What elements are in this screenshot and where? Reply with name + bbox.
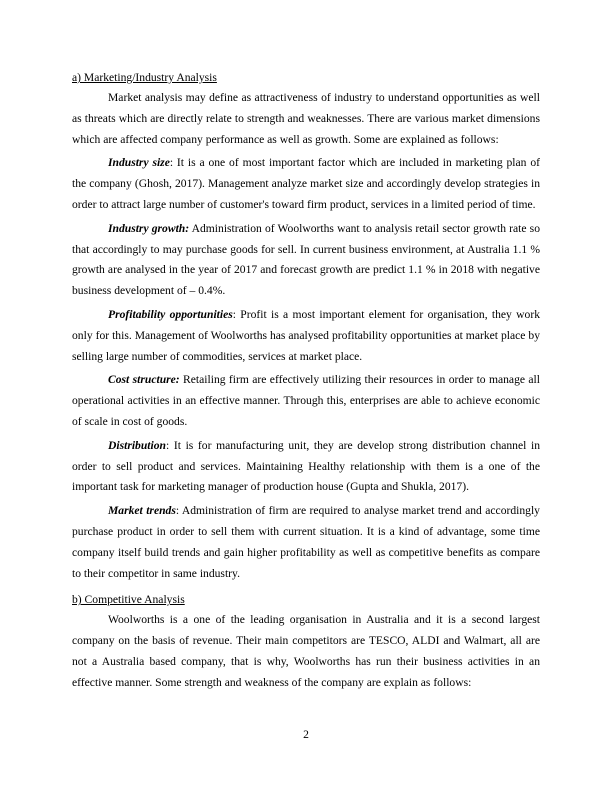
section-b-intro: Woolworths is a one of the leading organisation in Australia and it is a second largest company on the basis of revenue. Their main competitors are TESCO, ALDI and Walmart, all are not a Australia based company, that is why, Woolworths has run their business activities in an effective manner. Some strength and weakness of the company are explain as follows:	[72, 613, 540, 689]
section-a-intro: Market analysis may define as attractiveness of industry to understand opportunities as well as threats which are directly relate to strength and weaknesses. There are various market dimensions which are affected company performance as well as growth. Some are explained as follows:	[72, 91, 540, 146]
cost-structure-term: Cost structure:	[108, 373, 180, 387]
distribution-text: : It is for manufacturing unit, they are develop strong distribution channel in order to sell product and services. Maintaining Healthy relationship with them is a one of the important task for marketing manager of production house (Gupta and Shukla, 2017).	[72, 438, 540, 494]
cost-structure-text: Retailing firm are effectively utilizing their resources in order to manage all operational activities in an effective manner. Through this, enterprises are able to achieve economic of scale in cost of goods.	[72, 373, 540, 428]
document-page	[72, 70, 540, 697]
cost-structure-paragraph	[72, 370, 540, 432]
section-b-heading: b) Competitive Analysis	[72, 593, 185, 607]
section-a-heading: a) Marketing/Industry Analysis	[72, 71, 217, 84]
market-trends-term: Market trends	[108, 504, 176, 518]
market-trends-text: : Administration of firm are required to analyse market trend and accordingly purchase product in order to sell them with current situation. It is a kind of advantage, some time company itself build trends and gain higher profitability as well as competitive benefits as compare to their competitor in same industry.	[72, 504, 540, 580]
profitability-text: : Profit is a most important element for organisation, they work only for this. Management of Woolworths has analysed profitability opportunities at market place by selling large number of commodities, services at market place.	[72, 307, 540, 363]
distribution-paragraph	[72, 436, 540, 498]
page-number: 2	[303, 728, 309, 741]
industry-size-paragraph	[72, 153, 540, 215]
distribution-term: Distribution	[108, 438, 166, 452]
industry-growth-text: Administration of Woolworths want to analysis retail sector growth rate so that accordingly to may purchase goods for sell. In current business environment, at Australia 1.1 % growth are analysed in the year of 2017 and forecast growth are predict 1.1 % in 2018 with negative business development of – 0.4%.	[72, 221, 540, 298]
industry-size-term: Industry size	[108, 156, 170, 170]
industry-size-text: : It is a one of most important factor which are included in marketing plan of the company (Ghosh, 2017). Management analyze market size and accordingly develop strategies in order to attract large number of customer's toward firm product, services in a limited period of time.	[72, 156, 540, 211]
profitability-paragraph	[72, 305, 540, 367]
industry-growth-term: Industry growth:	[108, 221, 190, 235]
market-trends-paragraph	[72, 501, 540, 584]
industry-growth-paragraph	[72, 219, 540, 302]
profitability-term: Profitability opportunities	[108, 307, 233, 321]
